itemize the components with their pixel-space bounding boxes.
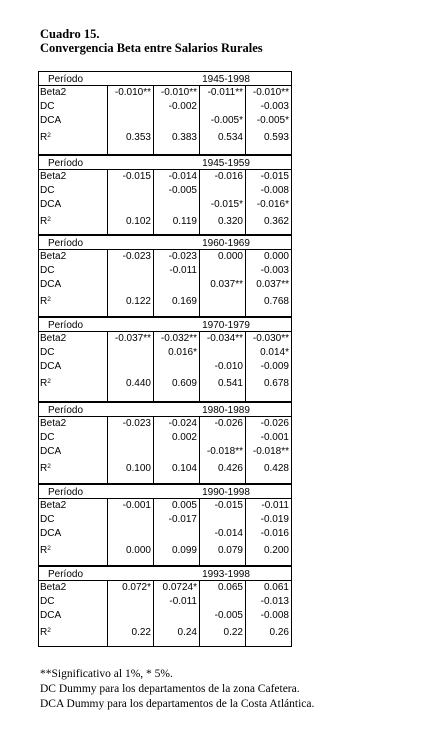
coefficient-cell-model-1: -0.023: [122, 418, 151, 429]
period-block: [38, 235, 292, 317]
coefficient-cell-model-3: 0.000: [217, 251, 243, 262]
period-block: [38, 484, 292, 566]
coefficient-cell-model-4: 0.362: [263, 216, 289, 227]
coefficient-cell-model-3: 0.320: [217, 216, 243, 227]
coefficient-cell-model-4: -0.008: [260, 610, 289, 621]
row-label-text: DC: [40, 185, 55, 196]
header-rule: [39, 580, 291, 581]
coefficient-cell-model-3: 0.065: [217, 582, 243, 593]
column-divider: [245, 581, 246, 646]
header-rule: [39, 85, 291, 86]
column-divider: [245, 417, 246, 483]
coefficient-cell-model-3: -0.016: [214, 171, 243, 182]
coefficient-cell-model-3: -0.034**: [206, 333, 243, 344]
row-label-text: Beta2: [40, 87, 67, 98]
row-label-text: R: [40, 627, 48, 638]
header-rule: [39, 249, 291, 250]
row-label-text: DCA: [40, 199, 62, 210]
row-label: [40, 185, 54, 196]
row-label: [40, 115, 61, 126]
row-label: [40, 87, 66, 98]
coefficient-cell-model-4: -0.009: [260, 361, 289, 372]
r-squared-superscript: 2: [47, 463, 51, 470]
coefficient-cell-model-3: -0.018**: [206, 446, 243, 457]
row-label-text: DC: [40, 101, 55, 112]
period-block: [38, 155, 292, 235]
column-divider: [153, 581, 154, 646]
row-label: [40, 627, 51, 638]
row-label-text: DCA: [40, 610, 62, 621]
coefficient-cell-model-2: -0.024: [168, 418, 197, 429]
coefficient-cell-model-3: 0.037**: [210, 279, 243, 290]
period-header-label: Período: [48, 158, 84, 169]
coefficient-cell-model-3: -0.015: [214, 500, 243, 511]
coefficient-cell-model-4: -0.008: [260, 185, 289, 196]
coefficient-cell-model-3: 0.541: [217, 378, 243, 389]
row-label: [40, 347, 54, 358]
coefficient-cell-model-4: -0.015: [260, 171, 289, 182]
coefficient-cell-model-1: -0.023: [122, 251, 151, 262]
row-label: [40, 132, 51, 143]
coefficient-cell-model-1: 0.100: [125, 463, 151, 474]
coefficient-cell-model-3: -0.011**: [207, 87, 243, 98]
column-divider: [107, 170, 108, 234]
column-divider: [107, 417, 108, 483]
coefficient-cell-model-4: -0.016*: [256, 199, 289, 210]
row-label: [40, 171, 66, 182]
column-divider: [199, 250, 200, 316]
coefficient-cell-model-1: -0.010**: [114, 87, 151, 98]
coefficient-cell-model-2: -0.005: [168, 185, 197, 196]
row-label-text: R: [40, 216, 48, 227]
coefficient-cell-model-2: -0.011: [169, 265, 197, 276]
column-divider: [245, 86, 246, 154]
coefficient-cell-model-1: -0.015: [122, 171, 151, 182]
coefficient-cell-model-4: 0.593: [263, 132, 289, 143]
period-header-label: Período: [48, 74, 84, 85]
row-label-text: Beta2: [40, 251, 67, 262]
r-squared-superscript: 2: [47, 132, 51, 139]
coefficient-cell-model-1: 0.000: [125, 545, 151, 556]
coefficient-cell-model-4: -0.019: [260, 514, 289, 525]
coefficient-cell-model-2: -0.010**: [160, 87, 197, 98]
column-divider: [245, 499, 246, 565]
period-header-label: Período: [48, 405, 84, 416]
row-label-text: DCA: [40, 361, 62, 372]
coefficient-cell-model-3: -0.014: [214, 528, 243, 539]
coefficient-cell-model-4: 0.678: [263, 378, 289, 389]
coefficient-cell-model-2: 0.099: [171, 545, 197, 556]
coefficient-cell-model-4: 0.200: [263, 545, 289, 556]
column-divider: [199, 332, 200, 401]
table-subtitle: Convergencia Beta entre Salarios Rurales: [40, 41, 263, 55]
coefficient-cell-model-4: 0.061: [263, 582, 289, 593]
coefficient-cell-model-3: -0.015*: [210, 199, 243, 210]
column-divider: [199, 581, 200, 646]
coefficient-cell-model-2: 0.0724*: [162, 582, 197, 593]
coefficient-cell-model-2: -0.014: [168, 171, 197, 182]
coefficient-cell-model-3: 0.426: [217, 463, 243, 474]
coefficient-cell-model-3: -0.010: [214, 361, 243, 372]
row-label: [40, 361, 61, 372]
coefficient-cell-model-2: 0.383: [171, 132, 197, 143]
coefficient-cell-model-4: 0.428: [263, 463, 289, 474]
period-block: [38, 317, 292, 402]
period-header-label: Período: [48, 487, 84, 498]
row-label: [40, 216, 51, 227]
coefficient-cell-model-4: -0.026: [260, 418, 289, 429]
coefficient-cell-model-4: -0.003: [260, 265, 289, 276]
coefficient-cell-model-4: -0.011: [261, 500, 289, 511]
period-years: 1993-1998: [202, 569, 250, 580]
header-rule: [39, 498, 291, 499]
row-label-text: Beta2: [40, 582, 67, 593]
coefficient-cell-model-1: 0.122: [125, 296, 151, 307]
row-label: [40, 378, 51, 389]
column-divider: [153, 250, 154, 316]
coefficient-cell-model-4: -0.005*: [256, 115, 289, 126]
column-divider: [245, 170, 246, 234]
coefficient-cell-model-4: 0.037**: [256, 279, 289, 290]
coefficient-cell-model-2: 0.104: [171, 463, 197, 474]
row-label: [40, 199, 61, 210]
header-rule: [39, 416, 291, 417]
period-block: [38, 71, 292, 155]
row-label-text: R: [40, 545, 48, 556]
coefficient-cell-model-4: 0.26: [269, 627, 289, 638]
row-label-text: DC: [40, 265, 55, 276]
row-label: [40, 514, 54, 525]
coefficient-cell-model-1: 0.22: [131, 627, 151, 638]
column-divider: [153, 417, 154, 483]
period-years: 1970-1979: [202, 320, 250, 331]
column-divider: [199, 499, 200, 565]
coefficient-cell-model-1: 0.440: [125, 378, 151, 389]
coefficient-cell-model-1: 0.102: [125, 216, 151, 227]
column-divider: [245, 332, 246, 401]
row-label-text: Beta2: [40, 418, 67, 429]
column-divider: [107, 581, 108, 646]
row-label-text: Beta2: [40, 333, 67, 344]
r-squared-superscript: 2: [47, 545, 51, 552]
row-label: [40, 279, 61, 290]
coefficient-cell-model-2: 0.24: [177, 627, 197, 638]
coefficient-cell-model-2: -0.011: [169, 596, 197, 607]
coefficient-cell-model-4: -0.003: [260, 101, 289, 112]
period-header-label: Período: [48, 569, 84, 580]
row-label: [40, 432, 54, 443]
coefficient-cell-model-4: -0.030**: [252, 333, 289, 344]
column-divider: [107, 250, 108, 316]
table-title: Cuadro 15.: [40, 27, 100, 41]
coefficient-cell-model-2: -0.017: [168, 514, 197, 525]
row-label-text: DCA: [40, 446, 62, 457]
dca-definition-note: DCA Dummy para los departamentos de la Costa Atlántica.: [40, 698, 315, 710]
column-divider: [153, 170, 154, 234]
row-label-text: R: [40, 463, 48, 474]
r-squared-superscript: 2: [47, 627, 51, 634]
coefficient-cell-model-1: -0.037**: [114, 333, 151, 344]
row-label: [40, 446, 61, 457]
period-header-label: Período: [48, 238, 84, 249]
period-block: [38, 566, 292, 647]
row-label: [40, 528, 61, 539]
row-label-text: DCA: [40, 115, 62, 126]
row-label-text: DCA: [40, 279, 62, 290]
period-years: 1945-1959: [202, 158, 250, 169]
period-years: 1990-1998: [202, 487, 250, 498]
coefficient-cell-model-4: -0.010**: [252, 87, 289, 98]
period-header-label: Período: [48, 320, 84, 331]
row-label-text: DC: [40, 514, 55, 525]
coefficient-cell-model-2: 0.609: [171, 378, 197, 389]
coefficient-cell-model-3: 0.534: [217, 132, 243, 143]
period-years: 1945-1998: [202, 74, 250, 85]
column-divider: [107, 86, 108, 154]
coefficient-cell-model-2: -0.002: [168, 101, 197, 112]
coefficient-cell-model-4: 0.768: [263, 296, 289, 307]
header-rule: [39, 331, 291, 332]
coefficient-cell-model-3: -0.005: [214, 610, 243, 621]
column-divider: [199, 417, 200, 483]
period-block: [38, 402, 292, 484]
column-divider: [199, 86, 200, 154]
row-label-text: DC: [40, 596, 55, 607]
coefficient-cell-model-1: -0.001: [122, 500, 151, 511]
header-rule: [39, 169, 291, 170]
row-label: [40, 296, 51, 307]
coefficient-cell-model-2: 0.002: [171, 432, 197, 443]
row-label: [40, 545, 51, 556]
column-divider: [107, 332, 108, 401]
row-label: [40, 265, 54, 276]
row-label: [40, 582, 66, 593]
period-years: 1980-1989: [202, 405, 250, 416]
row-label: [40, 610, 61, 621]
coefficient-cell-model-1: 0.072*: [122, 582, 151, 593]
significance-note: **Significativo al 1%, * 5%.: [40, 668, 173, 680]
row-label: [40, 333, 66, 344]
row-label-text: DC: [40, 347, 55, 358]
row-label-text: DC: [40, 432, 55, 443]
column-divider: [245, 250, 246, 316]
coefficient-cell-model-2: -0.032**: [160, 333, 197, 344]
column-divider: [107, 499, 108, 565]
period-years: 1960-1969: [202, 238, 250, 249]
coefficient-cell-model-2: -0.023: [168, 251, 197, 262]
row-label-text: R: [40, 378, 48, 389]
dc-definition-note: DC Dummy para los departamentos de la zona Cafetera.: [40, 683, 300, 695]
r-squared-superscript: 2: [47, 378, 51, 385]
column-divider: [153, 86, 154, 154]
row-label-text: Beta2: [40, 171, 67, 182]
r-squared-superscript: 2: [47, 216, 51, 223]
coefficient-cell-model-3: 0.079: [217, 545, 243, 556]
column-divider: [199, 170, 200, 234]
r-squared-superscript: 2: [47, 296, 51, 303]
row-label-text: R: [40, 296, 48, 307]
regression-table: [38, 71, 292, 647]
coefficient-cell-model-2: 0.119: [172, 216, 197, 227]
coefficient-cell-model-4: -0.016: [260, 528, 289, 539]
coefficient-cell-model-2: 0.169: [171, 296, 197, 307]
row-label: [40, 251, 66, 262]
coefficient-cell-model-3: -0.005*: [210, 115, 243, 126]
coefficient-cell-model-3: -0.026: [214, 418, 243, 429]
row-label: [40, 463, 51, 474]
column-divider: [153, 332, 154, 401]
coefficient-cell-model-4: 0.014*: [260, 347, 289, 358]
coefficient-cell-model-1: 0.353: [125, 132, 151, 143]
row-label-text: DCA: [40, 528, 62, 539]
coefficient-cell-model-4: -0.001: [260, 432, 289, 443]
coefficient-cell-model-4: -0.013: [260, 596, 289, 607]
coefficient-cell-model-3: 0.22: [223, 627, 243, 638]
row-label-text: R: [40, 132, 48, 143]
coefficient-cell-model-2: 0.005: [171, 500, 197, 511]
column-divider: [153, 499, 154, 565]
row-label: [40, 596, 54, 607]
coefficient-cell-model-4: -0.018**: [252, 446, 289, 457]
row-label-text: Beta2: [40, 500, 67, 511]
coefficient-cell-model-2: 0.016*: [168, 347, 197, 358]
coefficient-cell-model-4: 0.000: [263, 251, 289, 262]
row-label: [40, 500, 66, 511]
row-label: [40, 101, 54, 112]
row-label: [40, 418, 66, 429]
